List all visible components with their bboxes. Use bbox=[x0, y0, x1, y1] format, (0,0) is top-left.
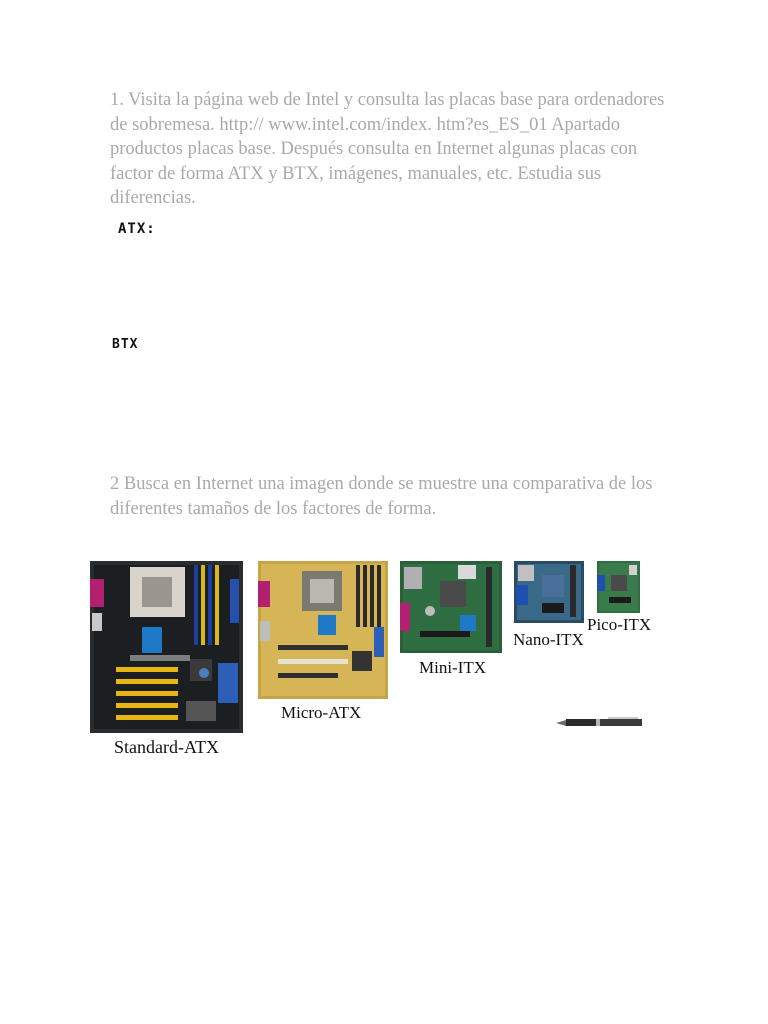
standard-atx-caption: Standard-ATX bbox=[114, 737, 219, 757]
micro-atx-caption: Micro-ATX bbox=[281, 703, 362, 722]
mini-itx-board-image bbox=[400, 561, 502, 653]
mini-itx-caption: Mini-ITX bbox=[419, 658, 487, 677]
nano-itx-caption: Nano-ITX bbox=[513, 630, 584, 649]
standard-atx-board-image bbox=[90, 561, 243, 733]
pico-itx-caption: Pico-ITX bbox=[587, 615, 652, 634]
nano-itx-board-image bbox=[514, 561, 584, 623]
micro-atx-board-image bbox=[258, 561, 388, 699]
pico-itx-board-image bbox=[597, 561, 640, 613]
question-1-text: 1. Visita la página web de Intel y consulta las placas base para ordenadores de sobremesa. http:// www.intel.com/index. htm?es_ES_01 Apartado productos placas base. Después consulta en Internet algunas placas con factor de forma ATX y BTX, imágenes, manuales, etc. Estudia sus diferencias. bbox=[110, 90, 665, 208]
atx-handwritten-label: ATX: bbox=[118, 221, 156, 237]
pen-image bbox=[556, 714, 644, 730]
question-2-text: 2 Busca en Internet una imagen donde se muestre una comparativa de los diferentes tamaños de los factores de forma. bbox=[110, 474, 653, 519]
btx-handwritten-label: BTX bbox=[112, 337, 139, 352]
